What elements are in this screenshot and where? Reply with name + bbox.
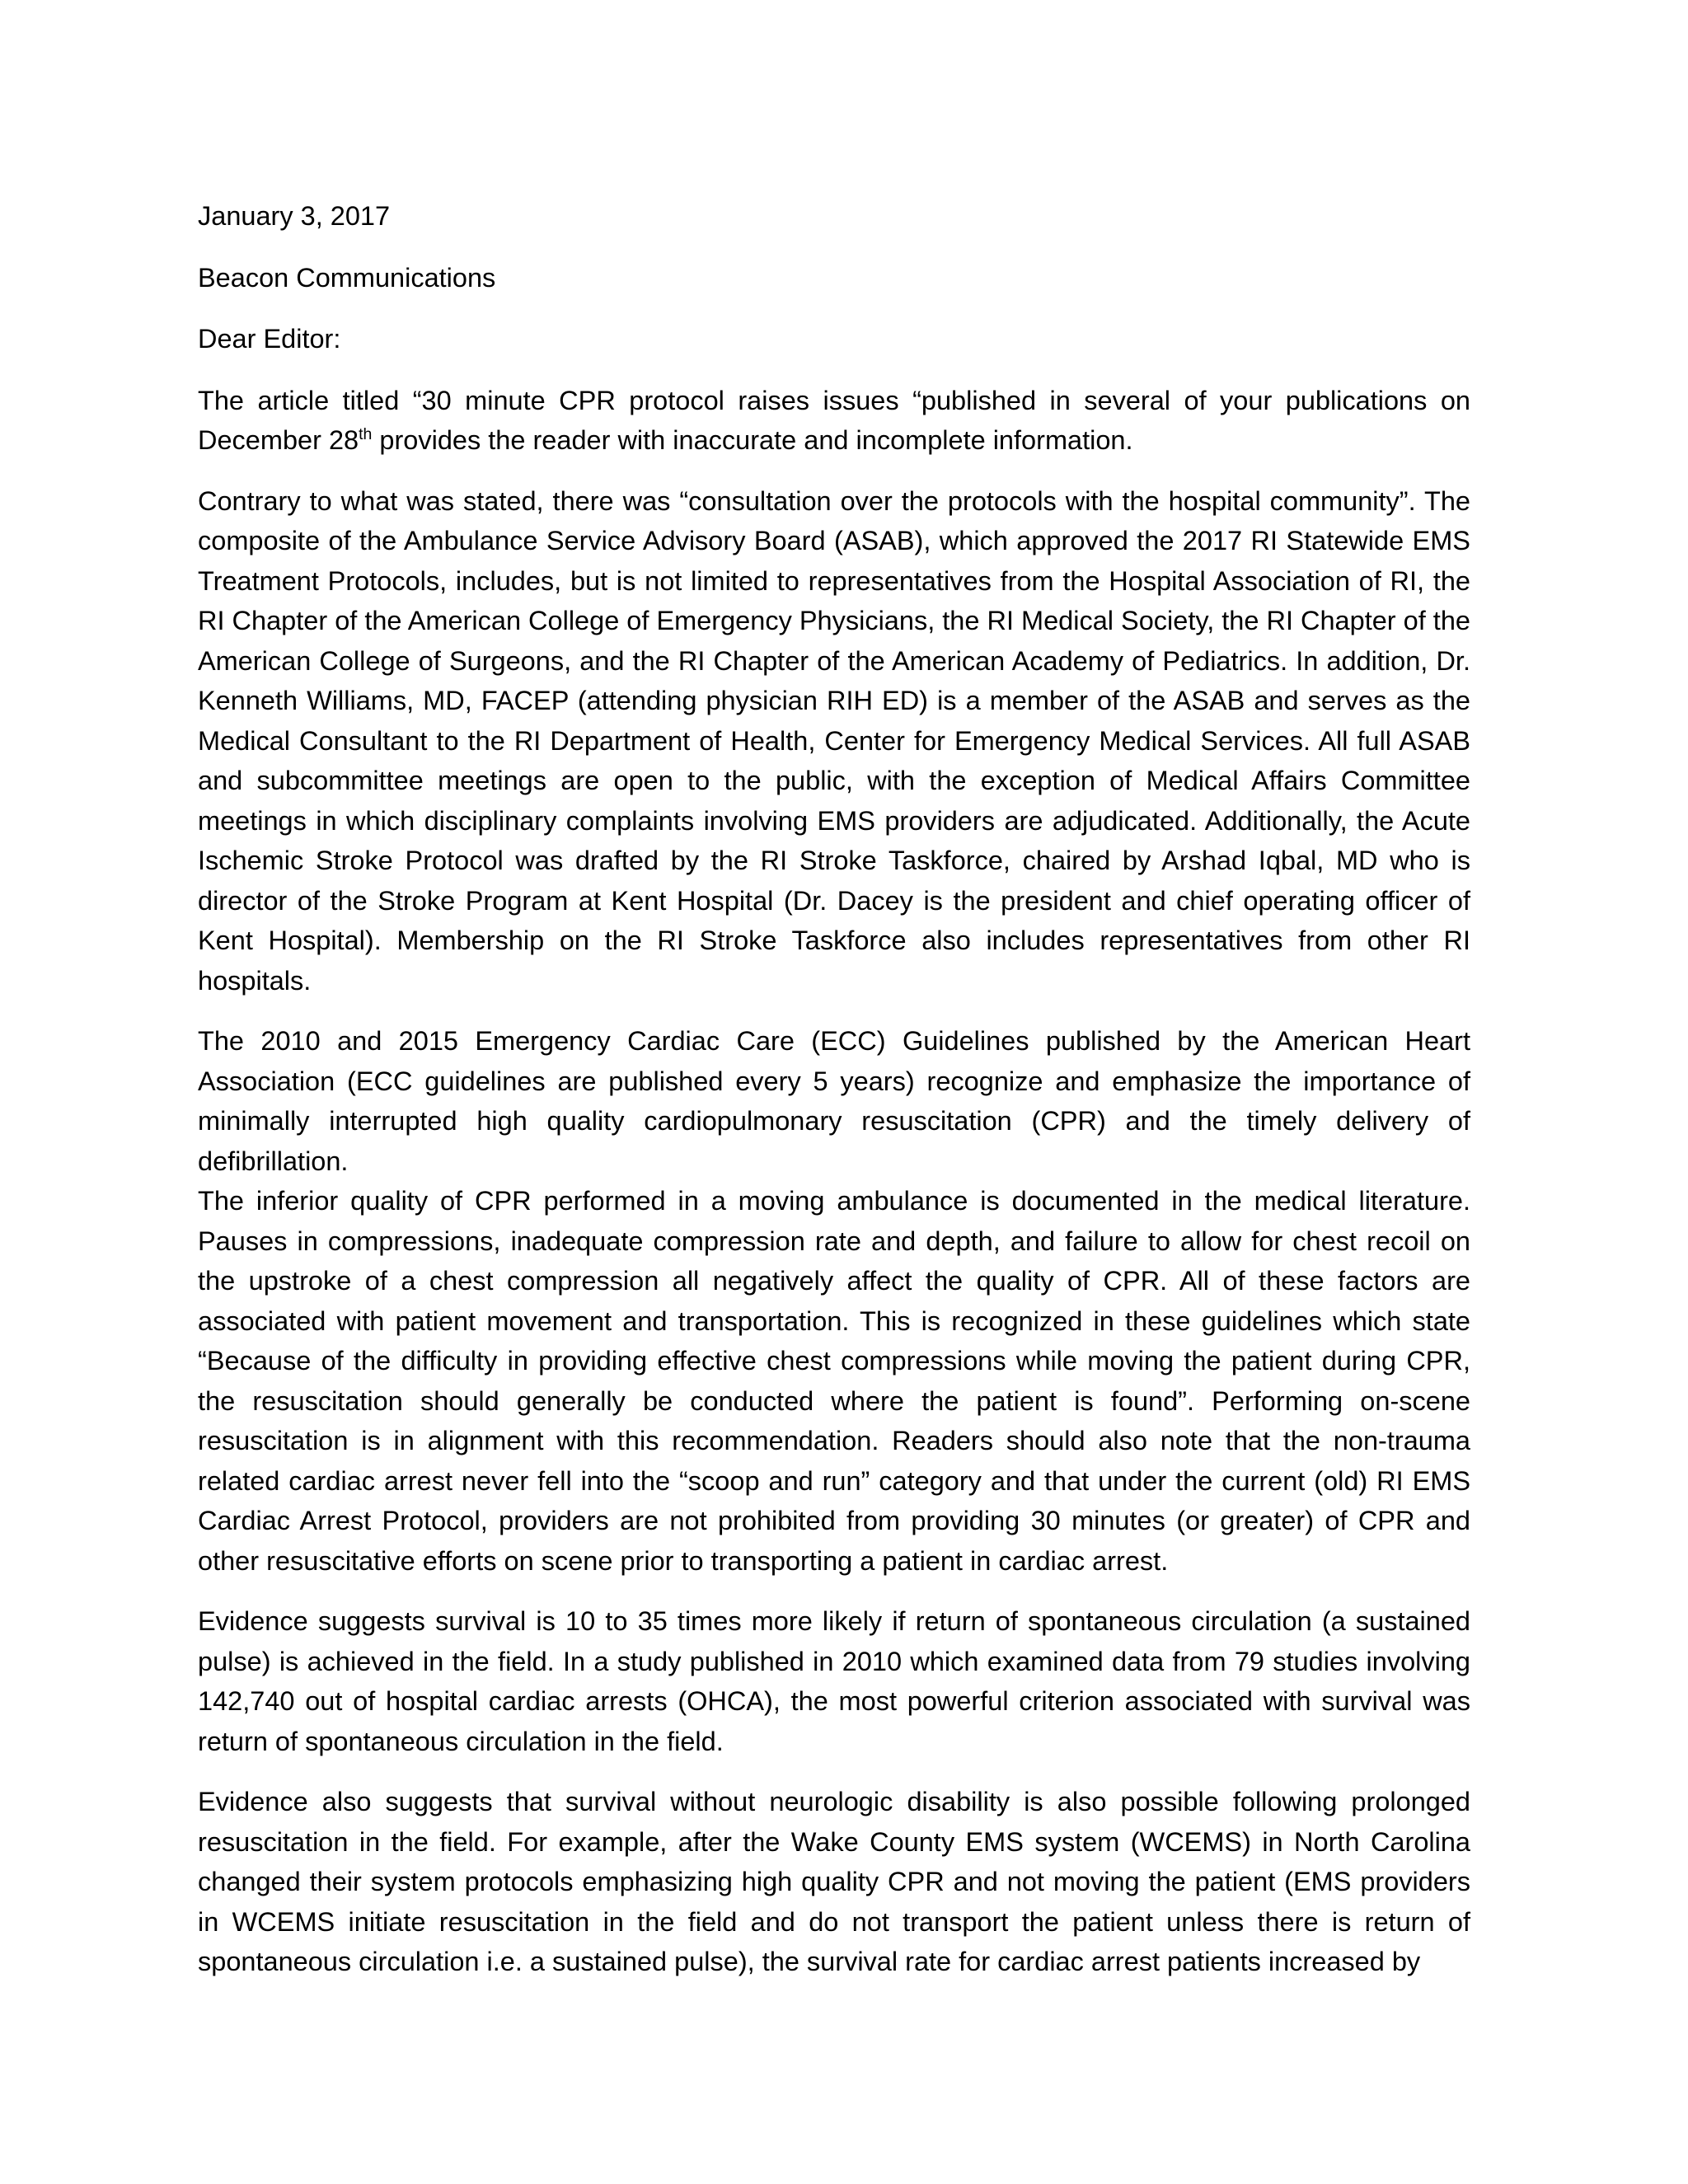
paragraph-survival-evidence: Evidence suggests survival is 10 to 35 times more likely if return of spontaneous circulation (a sustained pulse) is achieved in the field. In a study published in 2010 which examined data from 79 studies involving 142,740 out of hospital cardiac arrests (OHCA), the most powerful criterion associated with survival was return of spontaneous circulation in the field. [198,1606,1470,1756]
letter-salutation: Dear Editor: [198,324,341,354]
letter-date: January 3, 2017 [198,201,391,231]
letter-recipient: Beacon Communications [198,262,496,293]
paragraph-1-text-end: provides the reader with inaccurate and incomplete information. [372,425,1133,455]
paragraph-cpr-quality: The inferior quality of CPR performed in a moving ambulance is documented in the medical literature. Pauses in compressions, inadequate compression rate and depth, and failure to allow for chest recoil on the upstroke of a chest compression all negatively affect the quality of CPR. All of these factors are associated with patient movement and transportation. This is recognized in these guidelines which state “Because of the difficulty in providing effective chest compressions while moving the patient during CPR, the resuscitation should generally be conducted where the patient is found”. Performing on-scene resuscitation is in alignment with this recommendation. Readers should also note that the non-trauma related cardiac arrest never fell into the “scoop and run” category and that under the current (old) RI EMS Cardiac Arrest Protocol, providers are not prohibited from providing 30 minutes (or greater) of CPR and other resuscitative efforts on scene prior to transporting a patient in cardiac arrest. [198,1186,1470,1576]
ordinal-superscript: th [359,425,373,444]
letter-page [198,196,1470,2003]
paragraph-article-reference [198,381,1470,461]
paragraph-ecc-guidelines: The 2010 and 2015 Emergency Cardiac Care (ECC) Guidelines published by the American Heart Association (ECC guidelines are published every 5 years) recognize and emphasize the importance of minimally interrupted high quality cardiopulmonary resuscitation (CPR) and the timely delivery of defibrillation. [198,1026,1470,1176]
paragraph-1-text-start: The article titled “30 minute CPR protocol raises issues “published in several of your publications on December 28 [198,385,1470,455]
paragraph-consultation: Contrary to what was stated, there was “consultation over the protocols with the hospital community”. The composite of the Ambulance Service Advisory Board (ASAB), which approved the 2017 RI Statewide EMS Treatment Protocols, includes, but is not limited to representatives from the Hospital Association of RI, the RI Chapter of the American College of Emergency Physicians, the RI Medical Society, the RI Chapter of the American College of Surgeons, and the RI Chapter of the American Academy of Pediatrics. In addition, Dr. Kenneth Williams, MD, FACEP (attending physician RIH ED) is a member of the ASAB and serves as the Medical Consultant to the RI Department of Health, Center for Emergency Medical Services. All full ASAB and subcommittee meetings are open to the public, with the exception of Medical Affairs Committee meetings in which disciplinary complaints involving EMS providers are adjudicated. Additionally, the Acute Ischemic Stroke Protocol was drafted by the RI Stroke Taskforce, chaired by Arshad Iqbal, MD who is director of the Stroke Program at Kent Hospital (Dr. Dacey is the president and chief operating officer of Kent Hospital). Membership on the RI Stroke Taskforce also includes representatives from other RI hospitals. [198,485,1470,996]
paragraph-neurologic-evidence: Evidence also suggests that survival without neurologic disability is also possible following prolonged resuscitation in the field. For example, after the Wake County EMS system (WCEMS) in North Carolina changed their system protocols emphasizing high quality CPR and not moving the patient (EMS providers in WCEMS initiate resuscitation in the field and do not transport the patient unless there is return of spontaneous circulation i.e. a sustained pulse), the survival rate for cardiac arrest patients increased by [198,1787,1470,1976]
